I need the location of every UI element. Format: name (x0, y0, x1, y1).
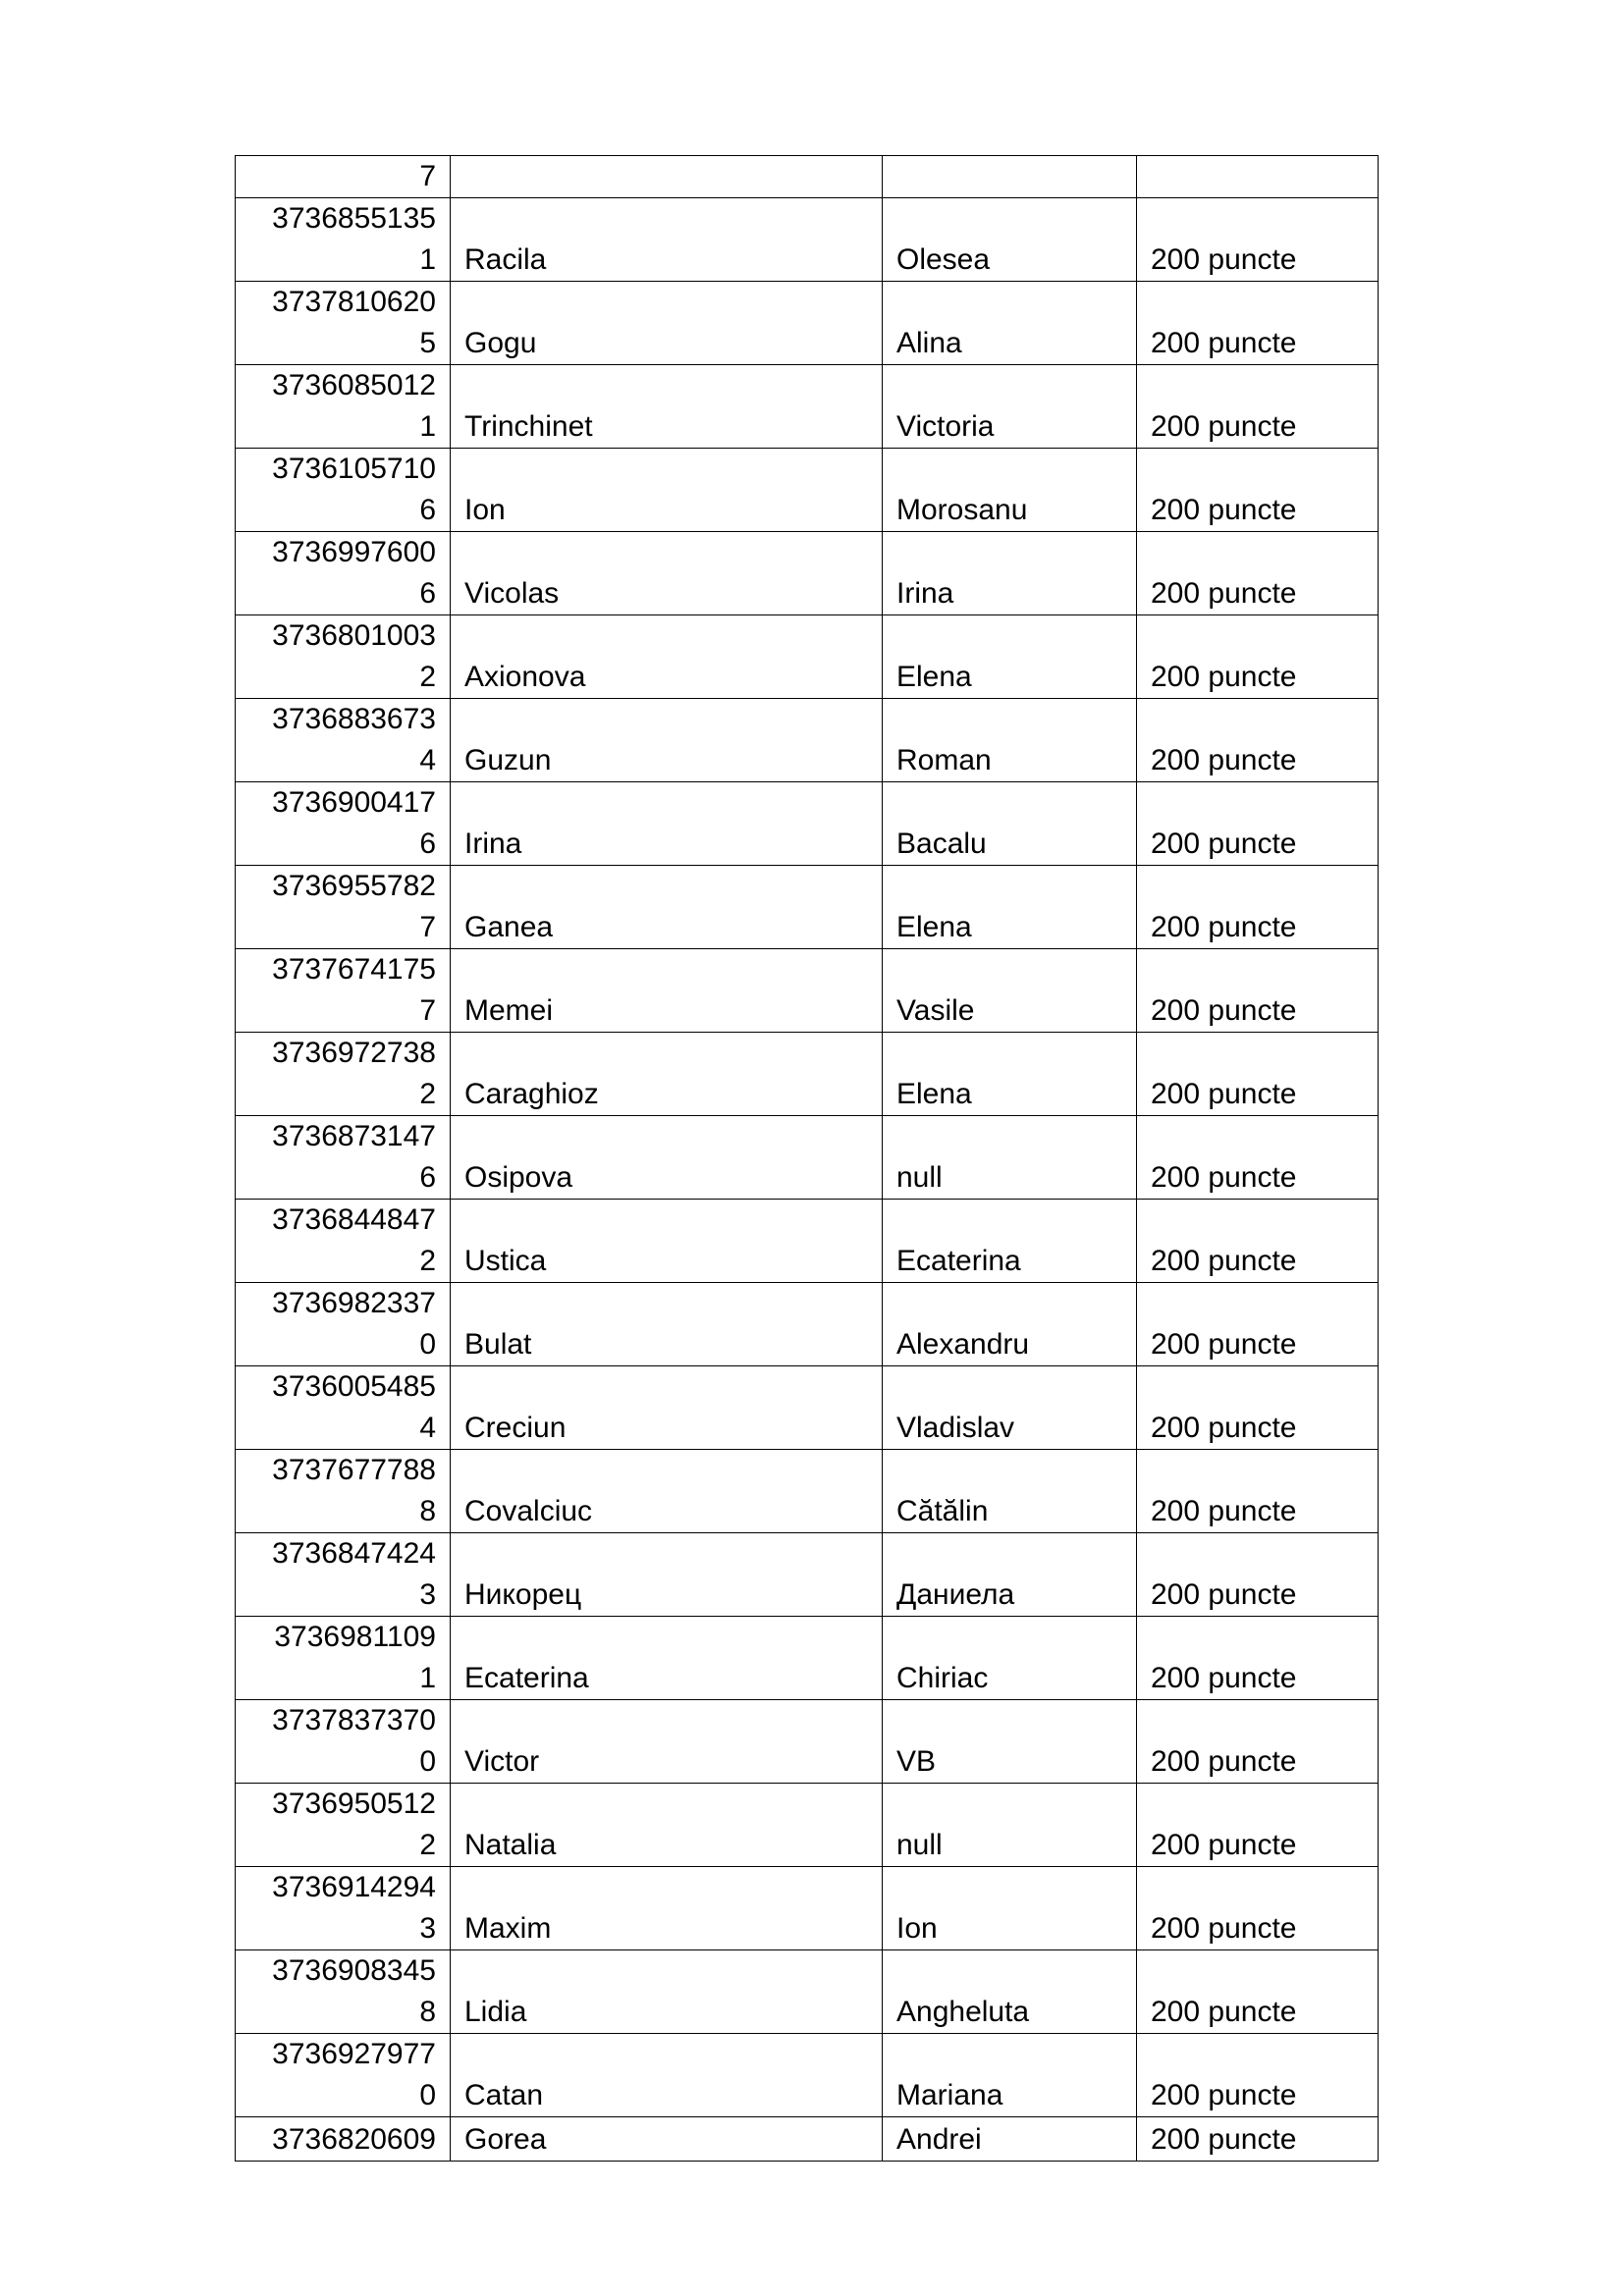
phone-number-line-2: 1 (419, 243, 436, 276)
last-name-cell: Maxim (451, 1867, 883, 1950)
first-name-cell: Ecaterina (883, 1200, 1137, 1283)
first-name-cell: Alina (883, 282, 1137, 365)
first-name-cell: Cătălin (883, 1450, 1137, 1533)
first-name-cell: Andrei (883, 2117, 1137, 2162)
points-cell: 200 puncte (1137, 1116, 1379, 1200)
last-name-cell: Memei (451, 949, 883, 1033)
points-cell: 200 puncte (1137, 1200, 1379, 1283)
last-name-cell: Osipova (451, 1116, 883, 1200)
table-row (236, 365, 1379, 449)
points-cell: 200 puncte (1137, 1950, 1379, 2034)
points-cell: 200 puncte (1137, 2117, 1379, 2162)
last-name-cell: Lidia (451, 1950, 883, 2034)
points-cell: 200 puncte (1137, 866, 1379, 949)
phone-number-line-1: 3736801003 (272, 619, 436, 652)
points-cell: 200 puncte (1137, 282, 1379, 365)
table-row (236, 1867, 1379, 1950)
phone-cell (236, 365, 451, 449)
first-name-cell: Ion (883, 1867, 1137, 1950)
phone-number-line-1: 3736085012 (272, 369, 436, 401)
first-name-cell: VB (883, 1700, 1137, 1784)
last-name-cell (451, 156, 883, 198)
first-name-cell: Mariana (883, 2034, 1137, 2117)
phone-number-line-2: 2 (419, 661, 436, 693)
phone-number-line-2: 4 (419, 744, 436, 776)
phone-number-line-1: 3736997600 (272, 536, 436, 568)
phone-cell (236, 1617, 451, 1700)
phone-cell (236, 866, 451, 949)
points-cell: 200 puncte (1137, 1033, 1379, 1116)
table-row (236, 1950, 1379, 2034)
points-cell: 200 puncte (1137, 1867, 1379, 1950)
phone-number-line-2: 8 (419, 1495, 436, 1527)
first-name-cell: null (883, 1116, 1137, 1200)
phone-cell (236, 699, 451, 782)
phone-cell (236, 1200, 451, 1283)
points-cell (1137, 156, 1379, 198)
phone-number-line-1: 3737837370 (272, 1704, 436, 1736)
points-cell: 200 puncte (1137, 532, 1379, 615)
phone-number-line-1: 3736950512 (272, 1788, 436, 1820)
phone-number-line-2: 4 (419, 1412, 436, 1444)
phone-number-line-2: 8 (419, 1996, 436, 2028)
phone-cell (236, 1450, 451, 1533)
table-row (236, 2117, 1379, 2162)
last-name-cell: Catan (451, 2034, 883, 2117)
table-row (236, 866, 1379, 949)
phone-number-line-2: 6 (419, 1161, 436, 1194)
points-cell: 200 puncte (1137, 449, 1379, 532)
phone-number-line-2: 0 (419, 1745, 436, 1778)
last-name-cell: Ecaterina (451, 1617, 883, 1700)
phone-number-line-1: 3736873147 (272, 1120, 436, 1152)
last-name-cell: Vicolas (451, 532, 883, 615)
phone-cell (236, 1283, 451, 1366)
phone-cell: 3736820609 (236, 2117, 451, 2162)
points-cell: 200 puncte (1137, 699, 1379, 782)
points-cell: 200 puncte (1137, 615, 1379, 699)
first-name-cell: Vasile (883, 949, 1137, 1033)
last-name-cell: Racila (451, 198, 883, 282)
phone-cell (236, 1366, 451, 1450)
phone-number-line-1: 3736981109 (274, 1621, 436, 1653)
table-row (236, 699, 1379, 782)
first-name-cell: Chiriac (883, 1617, 1137, 1700)
phone-number-line-2: 6 (419, 494, 436, 526)
phone-number-line-2: 2 (419, 1078, 436, 1110)
phone-cell (236, 1533, 451, 1617)
phone-number-line-1: 3737677788 (272, 1454, 436, 1486)
phone-number-line-2: 2 (419, 1245, 436, 1277)
phone-number-line-2: 1 (419, 1662, 436, 1694)
phone-number-line-2: 3 (419, 1578, 436, 1611)
last-name-cell: Gorea (451, 2117, 883, 2162)
table-row (236, 1033, 1379, 1116)
phone-number-line-1: 3736927977 (272, 2038, 436, 2070)
first-name-cell: Vladislav (883, 1366, 1137, 1450)
results-table (235, 155, 1379, 2162)
points-cell: 200 puncte (1137, 782, 1379, 866)
phone-number-line-1: 3736844847 (272, 1203, 436, 1236)
table-row (236, 156, 1379, 198)
phone-number-line-2: 5 (419, 327, 436, 359)
last-name-cell: Creciun (451, 1366, 883, 1450)
phone-number-line-1: 3736900417 (272, 786, 436, 819)
first-name-cell: Irina (883, 532, 1137, 615)
table-row (236, 1283, 1379, 1366)
phone-number-line-1: 3736972738 (272, 1037, 436, 1069)
table-row (236, 198, 1379, 282)
first-name-cell: Elena (883, 866, 1137, 949)
last-name-cell: Irina (451, 782, 883, 866)
last-name-cell: Ion (451, 449, 883, 532)
phone-cell (236, 1033, 451, 1116)
phone-number-line-1: 3736883673 (272, 703, 436, 735)
phone-number-line-2: 3 (419, 1912, 436, 1945)
phone-cell (236, 615, 451, 699)
table-row (236, 1533, 1379, 1617)
phone-cell (236, 949, 451, 1033)
first-name-cell: Angheluta (883, 1950, 1137, 2034)
phone-number-line-2: 7 (419, 994, 436, 1027)
first-name-cell: Elena (883, 1033, 1137, 1116)
last-name-cell: Ustica (451, 1200, 883, 1283)
phone-number-line-1: 3737810620 (272, 286, 436, 318)
table-row (236, 532, 1379, 615)
points-cell: 200 puncte (1137, 949, 1379, 1033)
last-name-cell: Covalciuc (451, 1450, 883, 1533)
points-cell: 200 puncte (1137, 1617, 1379, 1700)
phone-number-line-2: 6 (419, 828, 436, 860)
first-name-cell: Bacalu (883, 782, 1137, 866)
points-cell: 200 puncte (1137, 1283, 1379, 1366)
phone-cell (236, 1700, 451, 1784)
first-name-cell: Alexandru (883, 1283, 1137, 1366)
first-name-cell: Даниела (883, 1533, 1137, 1617)
first-name-cell (883, 156, 1137, 198)
last-name-cell: Victor (451, 1700, 883, 1784)
last-name-cell: Никорец (451, 1533, 883, 1617)
table-row (236, 1700, 1379, 1784)
last-name-cell: Caraghioz (451, 1033, 883, 1116)
points-cell: 200 puncte (1137, 2034, 1379, 2117)
table-row (236, 1450, 1379, 1533)
points-cell: 200 puncte (1137, 198, 1379, 282)
last-name-cell: Ganea (451, 866, 883, 949)
phone-number-line-2: 6 (419, 577, 436, 610)
table-row (236, 282, 1379, 365)
first-name-cell: Olesea (883, 198, 1137, 282)
table-row (236, 782, 1379, 866)
phone-number-line-1: 3736955782 (272, 870, 436, 902)
last-name-cell: Natalia (451, 1784, 883, 1867)
points-cell: 200 puncte (1137, 1700, 1379, 1784)
table-row (236, 1784, 1379, 1867)
phone-number-line-2: 1 (419, 410, 436, 443)
table-row (236, 1366, 1379, 1450)
phone-cell (236, 1950, 451, 2034)
phone-cell (236, 449, 451, 532)
phone-number-line-1: 3736105710 (272, 453, 436, 485)
phone-cell (236, 2034, 451, 2117)
table-row (236, 1200, 1379, 1283)
last-name-cell: Axionova (451, 615, 883, 699)
phone-number-line-1: 3736914294 (272, 1871, 436, 1903)
phone-cell (236, 156, 451, 198)
table-row (236, 949, 1379, 1033)
phone-number-tail: 7 (419, 160, 436, 192)
first-name-cell: Elena (883, 615, 1137, 699)
phone-cell (236, 1867, 451, 1950)
phone-cell (236, 532, 451, 615)
phone-number-line-2: 7 (419, 911, 436, 943)
phone-number-line-1: 3736855135 (272, 202, 436, 235)
phone-number-line-1: 3736982337 (272, 1287, 436, 1319)
last-name-cell: Gogu (451, 282, 883, 365)
first-name-cell: null (883, 1784, 1137, 1867)
points-cell: 200 puncte (1137, 1450, 1379, 1533)
table-row (236, 1617, 1379, 1700)
first-name-cell: Roman (883, 699, 1137, 782)
last-name-cell: Guzun (451, 699, 883, 782)
table-row (236, 449, 1379, 532)
first-name-cell: Morosanu (883, 449, 1137, 532)
phone-cell (236, 282, 451, 365)
points-cell: 200 puncte (1137, 365, 1379, 449)
phone-cell (236, 1784, 451, 1867)
last-name-cell: Trinchinet (451, 365, 883, 449)
points-cell: 200 puncte (1137, 1533, 1379, 1617)
points-cell: 200 puncte (1137, 1366, 1379, 1450)
table-row (236, 615, 1379, 699)
table-row (236, 2034, 1379, 2117)
phone-cell (236, 782, 451, 866)
phone-number-line-1: 3736005485 (272, 1370, 436, 1403)
phone-number-line-1: 3736847424 (272, 1537, 436, 1570)
phone-cell (236, 198, 451, 282)
phone-cell (236, 1116, 451, 1200)
phone-number-line-2: 2 (419, 1829, 436, 1861)
phone-number-line-2: 0 (419, 2079, 436, 2111)
first-name-cell: Victoria (883, 365, 1137, 449)
table-row (236, 1116, 1379, 1200)
points-cell: 200 puncte (1137, 1784, 1379, 1867)
phone-number-line-1: 3737674175 (272, 953, 436, 986)
phone-number-line-2: 0 (419, 1328, 436, 1361)
last-name-cell: Bulat (451, 1283, 883, 1366)
phone-number-line-1: 3736908345 (272, 1954, 436, 1987)
